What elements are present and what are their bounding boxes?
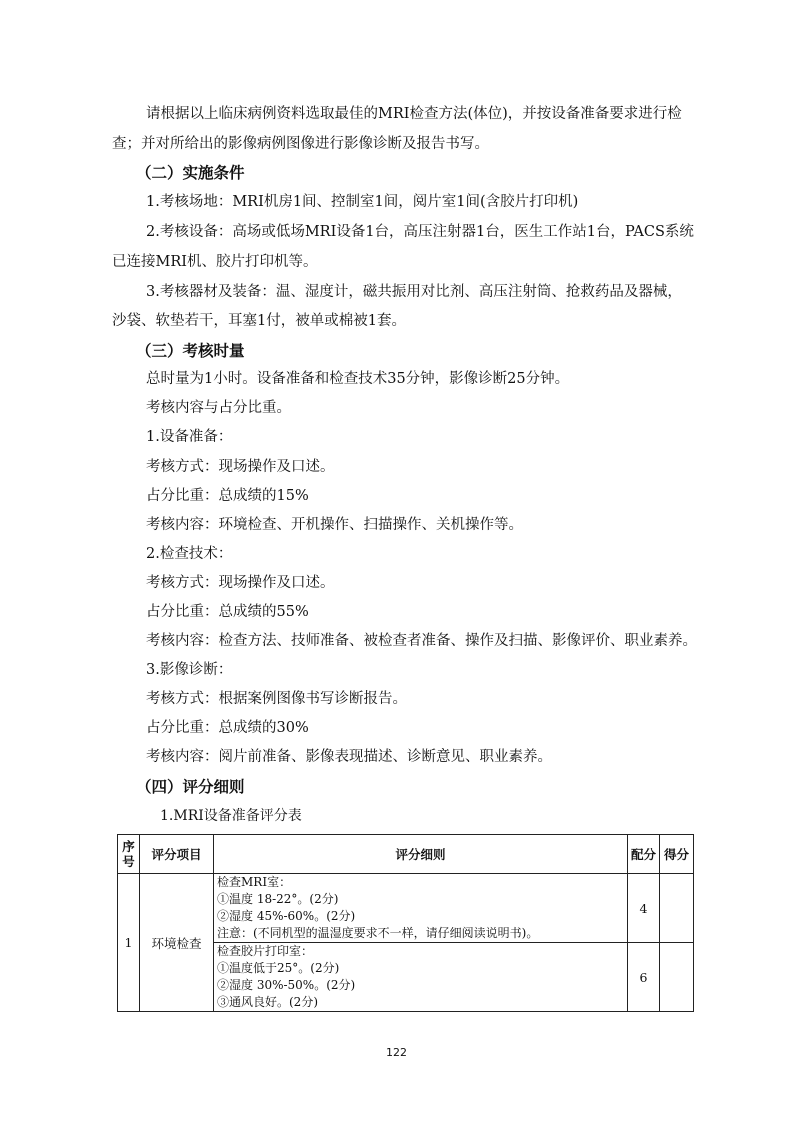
section-heading-conditions: （二）实施条件 — [136, 164, 245, 182]
row-points-1: 4 — [628, 874, 660, 943]
part2-title: 2.检查技术： — [146, 546, 233, 562]
row-no: 1 — [118, 874, 140, 1012]
part3-method: 考核方式：根据案例图像书写诊断报告。 — [146, 691, 407, 707]
conditions-item-2-line-2: 已连接MRI机、胶片打印机等。 — [112, 254, 318, 270]
conditions-item-1: 1.考核场地：MRI机房1间、控制室1间，阅片室1间(含胶片打印机) — [146, 194, 579, 210]
row-score-2 — [660, 943, 694, 1012]
table-header-row — [118, 835, 694, 874]
part3-weight: 占分比重：总成绩的30% — [146, 720, 309, 736]
header-points: 配分 — [628, 835, 660, 874]
header-no: 序号 — [118, 835, 140, 874]
part1-weight: 占分比重：总成绩的15% — [146, 488, 309, 504]
scoring-table — [117, 834, 694, 1012]
detail-line: 检查胶片打印室： — [217, 944, 314, 958]
table-title: 1.MRI设备准备评分表 — [160, 808, 302, 824]
detail-line: ②湿度 45%-60%。(2分) — [217, 909, 356, 923]
table-row — [118, 874, 694, 943]
part1-content: 考核内容：环境检查、开机操作、扫描操作、关机操作等。 — [146, 517, 523, 533]
page-number: 122 — [386, 1046, 407, 1059]
row-detail-block-2 — [214, 943, 628, 1012]
part1-title: 1.设备准备： — [146, 429, 233, 445]
header-score: 得分 — [660, 835, 694, 874]
section-heading-duration: （三）考核时量 — [136, 342, 245, 360]
duration-ratio-title: 考核内容与占分比重。 — [146, 400, 291, 416]
detail-line: ②湿度 30%-50%。(2分) — [217, 978, 356, 992]
row-points-2: 6 — [628, 943, 660, 1012]
part2-content: 考核内容：检查方法、技师准备、被检查者准备、操作及扫描、影像评价、职业素养。 — [146, 633, 697, 649]
detail-line: ①温度低于25°。(2分) — [217, 961, 340, 975]
section-heading-scoring: （四）评分细则 — [136, 778, 245, 796]
header-item: 评分项目 — [140, 835, 214, 874]
header-detail: 评分细则 — [214, 835, 628, 874]
row-item: 环境检查 — [140, 874, 214, 1012]
part3-content: 考核内容：阅片前准备、影像表现描述、诊断意见、职业素养。 — [146, 749, 552, 765]
part3-title: 3.影像诊断： — [146, 662, 233, 678]
detail-line: 注意：(不同机型的温湿度要求不一样，请仔细阅读说明书)。 — [217, 926, 539, 940]
intro-line-1: 请根据以上临床病例资料选取最佳的MRI检查方法(体位)，并按设备准备要求进行检 — [146, 106, 682, 122]
part2-method: 考核方式：现场操作及口述。 — [146, 575, 335, 591]
detail-line: ③通风良好。(2分) — [217, 995, 318, 1009]
row-detail-block-1 — [214, 874, 628, 943]
conditions-item-2-line-1: 2.考核设备：高场或低场MRI设备1台，高压注射器1台，医生工作站1台，PACS系统 — [146, 224, 694, 240]
detail-line: ①温度 18-22°。(2分) — [217, 892, 339, 906]
conditions-item-3-line-2: 沙袋、软垫若干，耳塞1付，被单或棉被1套。 — [112, 313, 406, 329]
row-score-1 — [660, 874, 694, 943]
detail-line: 检查MRI室： — [217, 875, 292, 889]
part2-weight: 占分比重：总成绩的55% — [146, 604, 309, 620]
intro-line-2: 查；并对所给出的影像病例图像进行影像诊断及报告书写。 — [112, 136, 489, 152]
part1-method: 考核方式：现场操作及口述。 — [146, 459, 335, 475]
conditions-item-3-line-1: 3.考核器材及装备：温、湿度计，磁共振用对比剂、高压注射筒、抢救药品及器械， — [146, 284, 682, 300]
duration-total: 总时量为1小时。设备准备和检查技术35分钟，影像诊断25分钟。 — [146, 371, 570, 387]
